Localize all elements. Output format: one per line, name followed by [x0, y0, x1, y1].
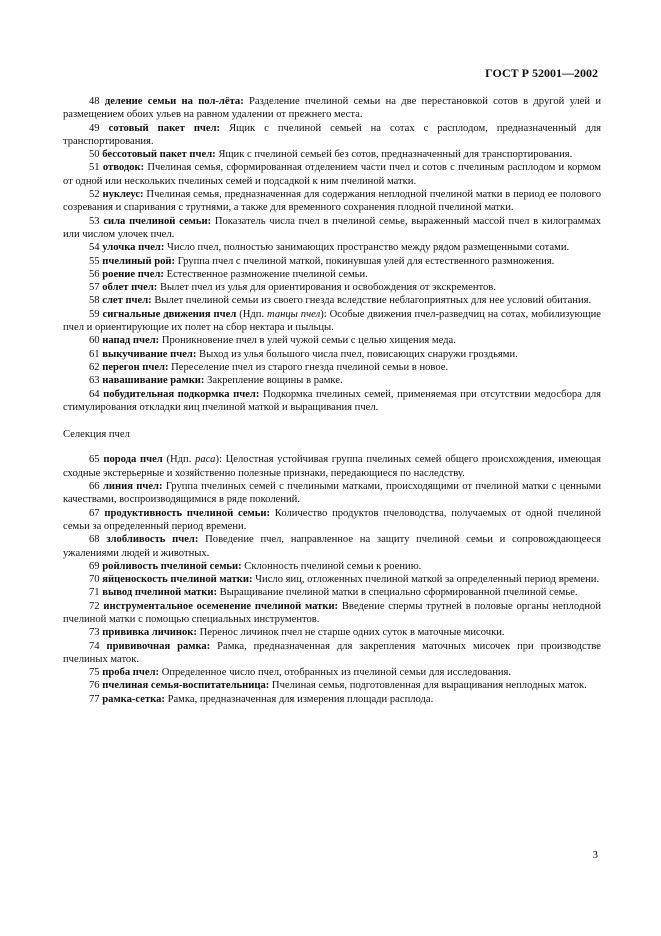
- term-definition: Выход из улья большого числа пчел, повисающих снаружи гроздьями.: [196, 348, 518, 360]
- term-number: 65: [89, 454, 100, 466]
- term-definition: Закрепление вощины в рамке.: [204, 375, 343, 387]
- term-entry: [63, 122, 601, 149]
- term-name: продуктивность пчелиной семьи:: [104, 507, 270, 519]
- term-entry: [63, 560, 601, 573]
- term-number: 64: [89, 388, 100, 400]
- term-name: злобливость пчел:: [106, 534, 199, 546]
- term-definition: Ящик с пчелиной семьей на сотах с расплодом, предназначенный для транспортирования.: [63, 122, 601, 147]
- term-entry: [63, 215, 601, 242]
- term-entry: [63, 255, 601, 268]
- term-number: 50: [89, 149, 100, 161]
- term-number: 52: [89, 189, 100, 201]
- term-entry: [63, 188, 601, 215]
- page-number: 3: [592, 849, 598, 861]
- term-entry: [63, 453, 601, 480]
- term-number: 69: [89, 560, 100, 572]
- term-name: сила пчелиной семьи:: [103, 215, 212, 227]
- term-definition: ): Целостная устойчивая группа пчелиных семей общего происхождения, имеющая сходные экстерьерные и хозяйственно полезные признаки, передающиеся по наследству.: [63, 454, 602, 479]
- term-number: 56: [89, 268, 100, 280]
- term-number: 73: [89, 627, 100, 639]
- term-definition: Пчелиная семья, подготовленная для выращивания неплодных маток.: [269, 680, 587, 692]
- term-number: 66: [89, 481, 100, 493]
- term-name: бессотовый пакет пчел:: [102, 149, 216, 161]
- term-number: 74: [89, 640, 100, 652]
- term-number: 60: [89, 335, 100, 347]
- term-number: 54: [89, 242, 100, 254]
- term-definition: Определенное число пчел, отобранных из пчелиной семьи для исследования.: [159, 667, 512, 679]
- term-number: 71: [89, 587, 100, 599]
- term-definition: Группа пчел с пчелиной маткой, покинувшая улей для естественного размножения.: [175, 255, 555, 267]
- term-entry: [63, 600, 601, 627]
- term-number: 77: [89, 693, 100, 705]
- term-entry: [63, 161, 601, 188]
- term-name: напад пчел:: [102, 335, 160, 347]
- term-name: улочка пчел:: [102, 242, 165, 254]
- term-definition: ): Особые движения пчел-разведчиц на сотах, мобилизующие пчел и ориентирующие их полет на сбор нектара и пыльцы.: [63, 308, 601, 334]
- term-entry: [63, 308, 601, 335]
- term-entry: [63, 533, 601, 560]
- term-deprecated-prefix: (Ндп.: [162, 454, 196, 466]
- document-standard-header: ГОСТ Р 52001—2002: [485, 66, 598, 80]
- term-number: 67: [89, 507, 100, 519]
- term-name: линия пчел:: [102, 481, 163, 493]
- term-name: слет пчел:: [102, 295, 152, 307]
- term-definition: Естественное размножение пчелиной семьи.: [163, 268, 368, 280]
- section-0: [63, 95, 601, 414]
- term-name: проба пчел:: [102, 667, 160, 679]
- term-definition: Рамка, предназначенная для измерения площади расплода.: [164, 693, 434, 705]
- term-entry: [63, 480, 601, 507]
- term-entry: [63, 348, 601, 361]
- term-entry: [63, 95, 601, 122]
- term-entry: [63, 693, 601, 706]
- term-entry: [63, 374, 601, 387]
- term-definition: Пчелиная семья, сформированная отделением части пчел и сотов с пчелиным расплодом и кормом от одной или нескольких пчелиных семей и подсадкой к ним пчелиной матки.: [63, 162, 601, 187]
- term-name: яйценоскость пчелиной матки:: [102, 574, 253, 586]
- term-entry: [63, 334, 601, 347]
- term-name: ройливость пчелиной семьи:: [102, 560, 242, 572]
- term-name: нуклеус:: [102, 189, 144, 201]
- term-name: сигнальные движения пчел: [102, 308, 237, 320]
- term-entry: [63, 388, 601, 415]
- term-definition: Число яиц, отложенных пчелиной маткой за определенный период времени.: [252, 574, 600, 586]
- document-body: [63, 95, 601, 706]
- term-name: прививочная рамка:: [106, 640, 211, 652]
- term-entry: [63, 573, 601, 586]
- term-number: 63: [89, 375, 100, 387]
- term-entry: [63, 361, 601, 374]
- term-entry: [63, 241, 601, 254]
- term-name: перегон пчел:: [102, 361, 169, 373]
- term-entry: [63, 294, 601, 307]
- term-number: 75: [89, 667, 100, 679]
- term-definition: Выращивание пчелиной матки в специально сформированной пчелиной семье.: [216, 587, 578, 599]
- term-name: облет пчел:: [102, 282, 158, 294]
- term-entry: [63, 268, 601, 281]
- term-definition: Показатель числа пчел в пчелиной семье, выраженный массой пчел в килограммах или числом улочек пчел.: [63, 215, 601, 240]
- term-definition: Разделение пчелиной семьи на две перестановкой сотов в другой улей и размещением обоих ульев на равном удалении от прежнего места.: [63, 96, 602, 121]
- term-number: 58: [89, 295, 100, 307]
- term-name: рамка-сетка:: [102, 693, 165, 705]
- term-definition: Переселение пчел из старого гнезда пчелиной семьи в новое.: [168, 361, 449, 373]
- term-number: 68: [89, 534, 100, 546]
- term-name: инструментальное осеменение пчелиной матки:: [103, 600, 339, 612]
- term-name: пчелиная семья-воспитательница:: [102, 680, 270, 692]
- term-definition: Введение спермы трутней в половые органы неплодной пчелиной матки с помощью специальных инструментов.: [63, 600, 601, 625]
- term-definition: Пчелиная семья, предназначенная для содержания неплодной пчелиной матки в период ее полового созревания и спаривания с трутнями, а также для временного сохранения плодной пчелиной матки.: [63, 189, 601, 214]
- term-entry: [63, 666, 601, 679]
- term-entry: [63, 640, 601, 667]
- term-name: отводок:: [102, 162, 145, 174]
- term-definition: Вылет пчелиной семьи из своего гнезда вследствие неблагоприятных для нее условий обитания.: [151, 295, 592, 307]
- term-number: 70: [89, 574, 100, 586]
- term-number: 62: [89, 361, 100, 373]
- term-entry: [63, 586, 601, 599]
- term-definition: Проникновение пчел в улей чужой семьи с целью хищения меда.: [159, 335, 456, 347]
- term-deprecated-prefix: (Ндп.: [236, 308, 268, 320]
- term-definition: Рамка, предназначенная для закрепления маточных мисочек при производстве пчелиных маток.: [63, 640, 602, 665]
- term-definition: Подкормка пчелиных семей, применяемая при отсутствии медосбора для стимулирования откладки яиц пчелиной маткой и выращивания пчел.: [63, 388, 601, 413]
- term-entry: [63, 679, 601, 692]
- term-number: 48: [89, 96, 100, 107]
- term-definition: Поведение пчел, направленное на защиту пчелиной семьи и сопровождающееся ужалениями людей и животных.: [63, 534, 601, 559]
- term-number: 51: [89, 162, 100, 174]
- term-number: 59: [89, 308, 100, 320]
- term-name: деление семьи на пол-лёта:: [104, 96, 244, 107]
- term-definition: Перенос личинок пчел не старше одних суток в маточные мисочки.: [196, 627, 505, 639]
- term-name: побудительная подкормка пчел:: [103, 388, 260, 400]
- term-entry: [63, 626, 601, 639]
- term-number: 53: [89, 215, 100, 227]
- term-definition: Количество продуктов пчеловодства, получаемых от одной пчелиной семьи за определенный период времени.: [63, 507, 601, 532]
- term-name: прививка личинок:: [102, 627, 197, 639]
- term-entry: [63, 148, 601, 161]
- term-deprecated-synonym: раса: [195, 454, 216, 466]
- term-definition: Группа пчелиных семей с пчелиными матками, происходящими от пчелиной матки с ценными качествами, воспроизводящимися в ряде поколений.: [63, 481, 602, 506]
- section-title: Селекция пчел: [63, 429, 130, 441]
- term-number: 55: [89, 255, 100, 267]
- term-name: пчелиный рой:: [102, 255, 176, 267]
- term-number: 49: [89, 122, 100, 134]
- term-name: вывод пчелиной матки:: [102, 587, 217, 599]
- term-definition: Вылет пчел из улья для ориентирования и освобождения от экскрементов.: [157, 282, 496, 294]
- term-name: навашивание рамки:: [102, 375, 205, 387]
- term-definition: Ящик с пчелиной семьей без сотов, предназначенный для транспортирования.: [215, 149, 573, 161]
- term-name: выкучивание пчел:: [102, 348, 197, 360]
- term-name: сотовый пакет пчел:: [108, 122, 221, 134]
- term-number: 61: [89, 348, 100, 360]
- term-definition: Склонность пчелиной семьи к роению.: [241, 560, 422, 572]
- term-entry: [63, 281, 601, 294]
- term-number: 76: [89, 680, 100, 692]
- term-entry: [63, 507, 601, 534]
- term-number: 72: [89, 600, 100, 612]
- term-name: роение пчел:: [102, 268, 164, 280]
- section-1: [63, 428, 601, 706]
- term-definition: Число пчел, полностью занимающих пространство между рядом размещенными сотами.: [164, 242, 570, 254]
- term-number: 57: [89, 282, 100, 294]
- term-name: порода пчел: [103, 454, 163, 466]
- term-deprecated-synonym: танцы пчел: [267, 308, 321, 320]
